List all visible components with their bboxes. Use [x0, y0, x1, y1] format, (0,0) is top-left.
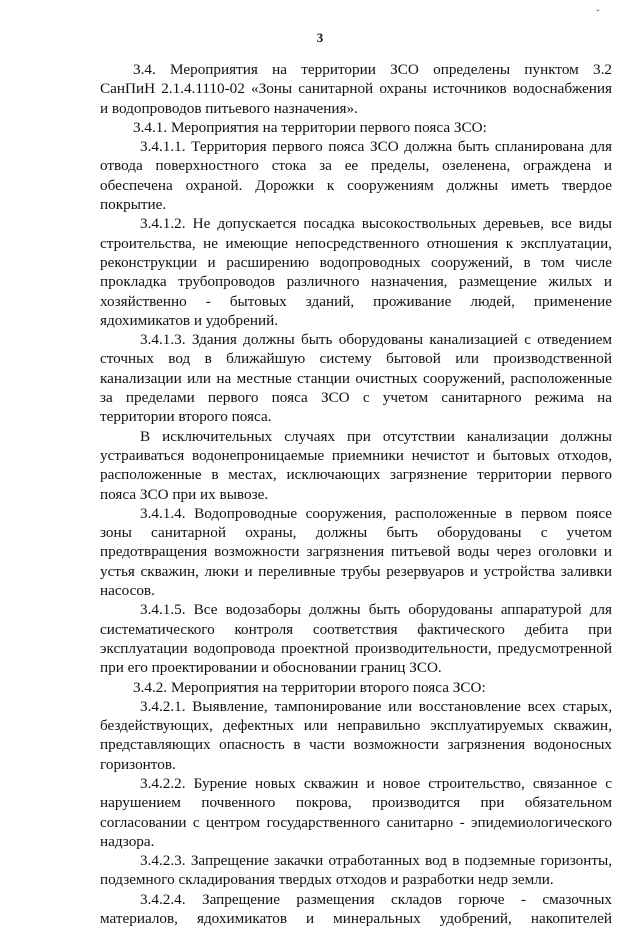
- text-line: прокладка трубопроводов различного назначения, размещение жилых и: [100, 273, 612, 291]
- paragraph-3-4-1-4: [100, 504, 612, 600]
- text-line: территории второго пояса.: [100, 408, 272, 426]
- text-line: канализации или на местные станции очистных сооружений, расположенные: [100, 369, 612, 387]
- paragraph-3-4-2-4: [100, 890, 612, 928]
- section-heading: 3.4.2. Мероприятия на территории второго пояса ЗСО:: [133, 678, 486, 696]
- text-line: насосов.: [100, 582, 155, 600]
- text-line: горизонтов.: [100, 755, 176, 773]
- text-line: покрытие.: [100, 196, 167, 214]
- text-line: пояса ЗСО при их вывозе.: [100, 485, 269, 503]
- paragraph-3-4-1-5: [100, 600, 612, 677]
- paragraph-3-4-2: [100, 678, 612, 697]
- text-line: ядохимикатов и удобрений.: [100, 311, 279, 329]
- text-line: систематического контроля соответствия фактического дебита при: [100, 620, 612, 638]
- text-line: зоны санитарной охраны, должны быть оборудованы с учетом: [100, 524, 612, 542]
- text-line: 3.4.1.2. Не допускается посадка высокоствольных деревьев, все виды: [140, 215, 612, 233]
- text-line: представляющих опасность в части возможности загрязнения водоносных: [100, 736, 612, 754]
- text-line: строительства, не имеющие непосредственного отношения к эксплуатации,: [100, 234, 612, 252]
- text-line: материалов, ядохимикатов и минеральных удобрений, накопителей: [100, 910, 612, 928]
- paragraph-3-4-1-2: [100, 214, 612, 330]
- text-line: подземного складирования твердых отходов и разработки недр земли.: [100, 871, 554, 889]
- paragraph-3-4-1-1: [100, 137, 612, 214]
- text-line: и водопроводов питьевого назначения».: [100, 99, 358, 117]
- text-line: согласовании с центром государственного санитарно - эпидемиологического: [100, 813, 612, 831]
- paragraph-3-4-2-3: [100, 851, 612, 890]
- paragraph-3-4-2-2: [100, 774, 612, 851]
- text-line: 3.4.1.1. Территория первого пояса ЗСО должна быть спланирована для: [140, 138, 612, 156]
- text-line: за пределами первого пояса ЗСО с учетом санитарного режима на: [100, 389, 612, 407]
- text-line: надзора.: [100, 832, 155, 850]
- text-line: 3.4.2.4. Запрещение размещения складов горюче - смазочных: [140, 890, 612, 908]
- text-line: расположенные в местах, исключающих загрязнение территории первого: [100, 466, 612, 484]
- paragraph-3-4-2-1: [100, 697, 612, 774]
- text-line: 3.4.2.3. Запрещение закачки отработанных вод в подземные горизонты,: [140, 852, 612, 870]
- text-line: 3.4.2.1. Выявление, тампонирование или восстановление всех старых,: [140, 697, 612, 715]
- text-line: обеспечена охраной. Дорожки к сооружениям должны иметь твердое: [100, 176, 612, 194]
- text-line: СанПиН 2.1.4.1110-02 «Зоны санитарной охраны источников водоснабжения: [100, 80, 612, 98]
- text-line: при его проектировании и обосновании границ ЗСО.: [100, 659, 442, 677]
- text-line: реконструкции и расширению водопроводных сооружений, в том числе: [100, 253, 612, 271]
- text-line: 3.4.1.5. Все водозаборы должны быть оборудованы аппаратурой для: [140, 601, 612, 619]
- text-line: хозяйственно - бытовых зданий, проживание людей, применение: [100, 292, 612, 310]
- paragraph-3-4: [100, 60, 612, 118]
- text-line: эксплуатации водопровода проектной производительности, предусмотренной: [100, 639, 612, 657]
- page-number: 3: [316, 30, 324, 45]
- text-line: 3.4. Мероприятия на территории ЗСО определены пунктом 3.2: [133, 61, 612, 78]
- text-line: устраиваться водонепроницаемые приемники нечистот и бытовых отходов,: [100, 446, 612, 464]
- corner-mark: ˇ: [596, 8, 600, 20]
- text-line: 3.4.1.3. Здания должны быть оборудованы канализацией с отведением: [140, 331, 612, 349]
- paragraph-3-4-1: [100, 118, 612, 137]
- document-body: [100, 60, 612, 928]
- text-line: 3.4.1.4. Водопроводные сооружения, расположенные в первом поясе: [140, 504, 612, 522]
- text-line: отвода поверхностного стока за ее пределы, озеленена, ограждена и: [100, 157, 612, 175]
- text-line: нарушением почвенного покрова, производится при обязательном: [100, 794, 612, 812]
- text-line: устья скважин, люки и переливные трубы резервуаров и устройства заливки: [100, 562, 612, 580]
- paragraph-exceptional-cases: [100, 427, 612, 504]
- text-line: бездействующих, дефектных или неправильно эксплуатируемых скважин,: [100, 717, 612, 735]
- section-heading: 3.4.1. Мероприятия на территории первого пояса ЗСО:: [133, 118, 487, 136]
- text-line: сточных вод в ближайшую систему бытовой или производственной: [100, 350, 612, 368]
- text-line: В исключительных случаях при отсутствии канализации должны: [140, 427, 612, 445]
- text-line: предотвращения возможности загрязнения питьевой воды через оголовки и: [100, 543, 612, 561]
- paragraph-3-4-1-3: [100, 330, 612, 426]
- text-line: 3.4.2.2. Бурение новых скважин и новое строительство, связанное с: [140, 774, 612, 792]
